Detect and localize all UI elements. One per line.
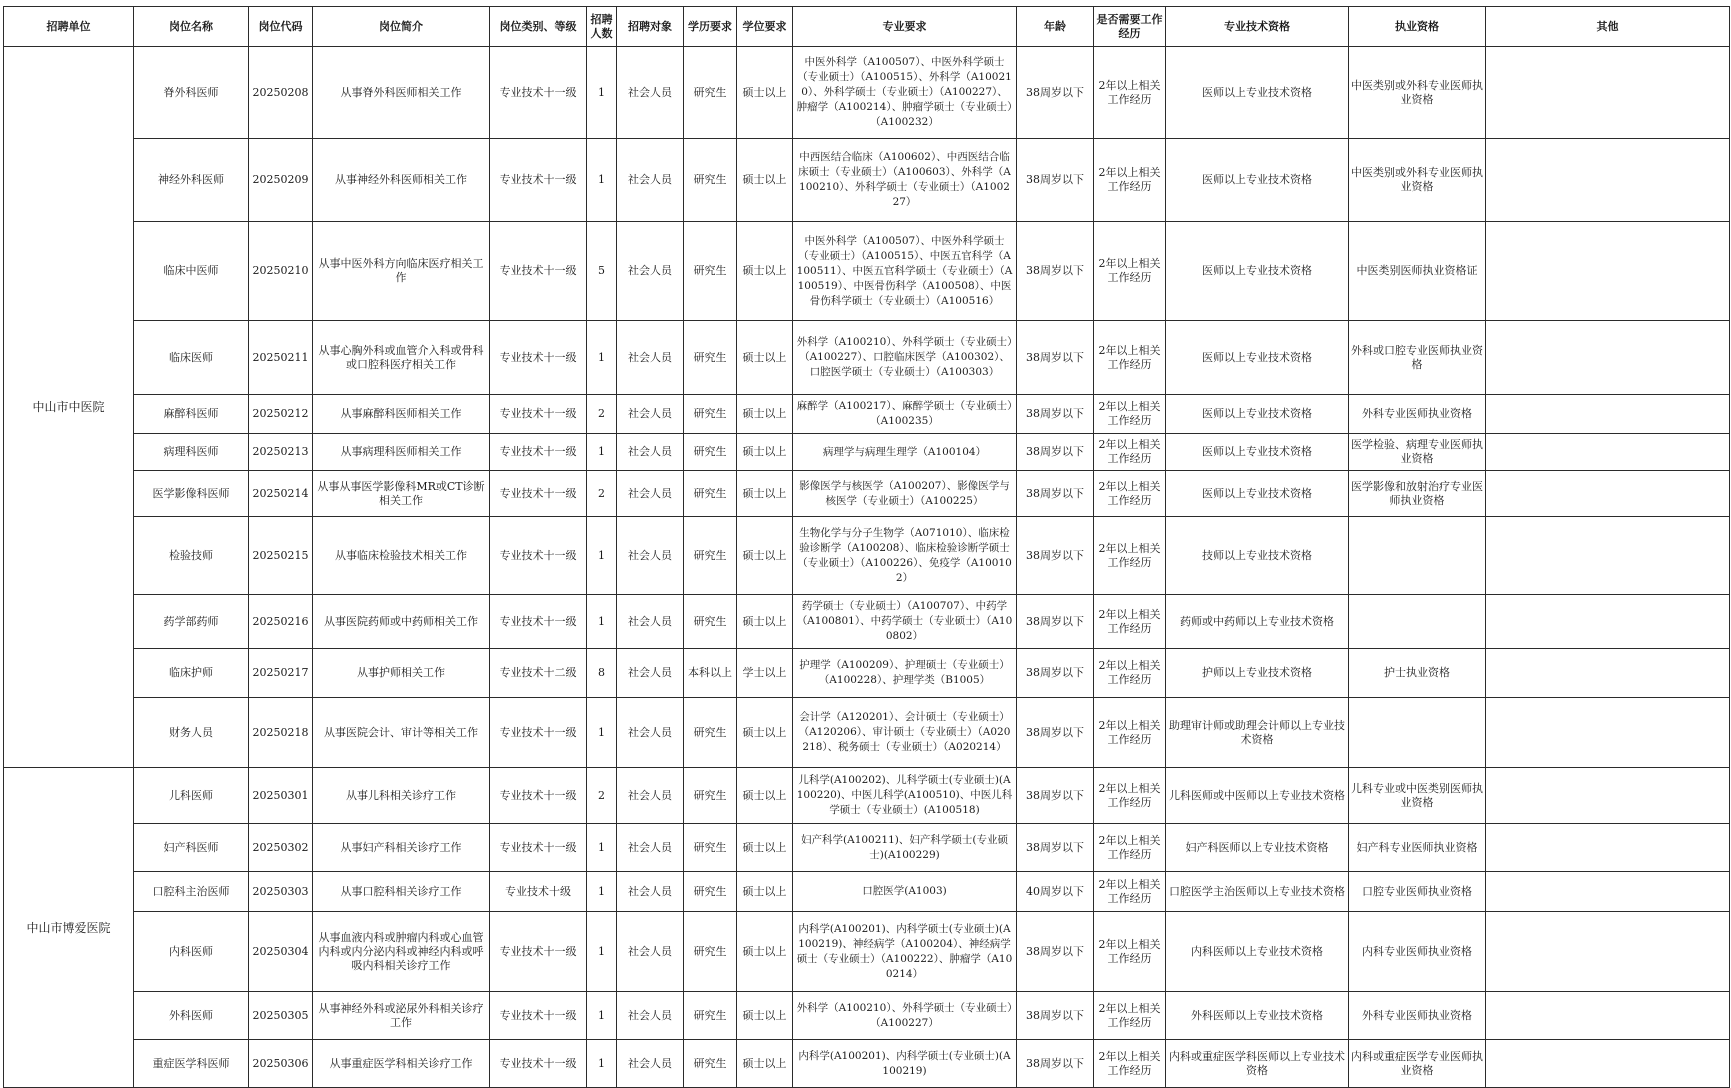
position-name-cell: 神经外科医师 <box>134 139 249 222</box>
education-cell: 研究生 <box>684 395 737 434</box>
position-name-cell: 检验技师 <box>134 517 249 595</box>
practice-qualification-cell: 内科或重症医学专业医师执业资格 <box>1349 1040 1486 1088</box>
tech-qualification-cell: 医师以上专业技术资格 <box>1166 47 1349 139</box>
position-category-cell: 专业技术十一级 <box>490 698 587 768</box>
experience-cell: 2年以上相关工作经历 <box>1094 434 1166 471</box>
position-category-cell: 专业技术十一级 <box>490 1040 587 1088</box>
header-education: 学历要求 <box>684 7 737 47</box>
age-cell: 38周岁以下 <box>1017 222 1094 321</box>
education-cell: 本科以上 <box>684 649 737 698</box>
position-intro-cell: 从事医院药师或中药师相关工作 <box>313 595 490 649</box>
other-cell <box>1486 768 1730 824</box>
header-tech-qualification: 专业技术资格 <box>1166 7 1349 47</box>
age-cell: 38周岁以下 <box>1017 912 1094 992</box>
position-name-cell: 药学部药师 <box>134 595 249 649</box>
position-intro-cell: 从事麻醉科医师相关工作 <box>313 395 490 434</box>
age-cell: 38周岁以下 <box>1017 471 1094 517</box>
table-row <box>4 517 1730 595</box>
practice-qualification-cell: 口腔专业医师执业资格 <box>1349 872 1486 912</box>
age-cell: 38周岁以下 <box>1017 595 1094 649</box>
position-intro-cell: 从事脊外科医师相关工作 <box>313 47 490 139</box>
position-intro-cell: 从事护师相关工作 <box>313 649 490 698</box>
hire-count-cell: 1 <box>587 434 617 471</box>
age-cell: 38周岁以下 <box>1017 395 1094 434</box>
position-name-cell: 麻醉科医师 <box>134 395 249 434</box>
target-cell: 社会人员 <box>617 471 684 517</box>
position-code-cell: 20250216 <box>249 595 313 649</box>
education-cell: 研究生 <box>684 872 737 912</box>
education-cell: 研究生 <box>684 139 737 222</box>
major-cell: 内科学(A100201)、内科学硕士(专业硕士)(A100219)、神经病学（A100204）、神经病学硕士（专业硕士）（A100222）、肿瘤学（A100214） <box>793 912 1017 992</box>
degree-cell: 硕士以上 <box>737 872 793 912</box>
other-cell <box>1486 595 1730 649</box>
major-cell: 中医外科学（A100507）、中医外科学硕士（专业硕士）（A100515）、外科学（A100210）、外科学硕士（专业硕士）（A100227）、肿瘤学（A100214）、肿瘤学硕士（专业硕士）（A100232） <box>793 47 1017 139</box>
position-intro-cell: 从事儿科相关诊疗工作 <box>313 768 490 824</box>
position-category-cell: 专业技术十一级 <box>490 321 587 395</box>
target-cell: 社会人员 <box>617 649 684 698</box>
hire-count-cell: 1 <box>587 912 617 992</box>
header-target: 招聘对象 <box>617 7 684 47</box>
other-cell <box>1486 872 1730 912</box>
position-code-cell: 20250304 <box>249 912 313 992</box>
position-code-cell: 20250302 <box>249 824 313 872</box>
position-code-cell: 20250217 <box>249 649 313 698</box>
other-cell <box>1486 1040 1730 1088</box>
other-cell <box>1486 992 1730 1040</box>
table-row <box>4 768 1730 824</box>
experience-cell: 2年以上相关工作经历 <box>1094 1040 1166 1088</box>
position-code-cell: 20250208 <box>249 47 313 139</box>
experience-cell: 2年以上相关工作经历 <box>1094 471 1166 517</box>
position-category-cell: 专业技术十一级 <box>490 434 587 471</box>
table-row <box>4 824 1730 872</box>
position-name-cell: 重症医学科医师 <box>134 1040 249 1088</box>
major-cell: 会计学（A120201）、会计硕士（专业硕士）（A120206）、审计硕士（专业硕士）（A020218）、税务硕士（专业硕士）（A020214） <box>793 698 1017 768</box>
position-name-cell: 内科医师 <box>134 912 249 992</box>
position-category-cell: 专业技术十一级 <box>490 47 587 139</box>
target-cell: 社会人员 <box>617 698 684 768</box>
position-name-cell: 病理科医师 <box>134 434 249 471</box>
major-cell: 影像医学与核医学（A100207）、影像医学与核医学（专业硕士）（A100225） <box>793 471 1017 517</box>
position-name-cell: 临床医师 <box>134 321 249 395</box>
degree-cell: 硕士以上 <box>737 1040 793 1088</box>
position-code-cell: 20250305 <box>249 992 313 1040</box>
other-cell <box>1486 321 1730 395</box>
experience-cell: 2年以上相关工作经历 <box>1094 649 1166 698</box>
position-category-cell: 专业技术十一级 <box>490 139 587 222</box>
major-cell: 中医外科学（A100507）、中医外科学硕士（专业硕士）（A100515）、中医五官科学（A100511）、中医五官科学硕士（专业硕士）（A100519）、中医骨伤科学（A100508）、中医骨伤科学硕士（专业硕士）（A100516） <box>793 222 1017 321</box>
experience-cell: 2年以上相关工作经历 <box>1094 698 1166 768</box>
header-row <box>4 7 1730 47</box>
position-name-cell: 儿科医师 <box>134 768 249 824</box>
education-cell: 研究生 <box>684 698 737 768</box>
unit-name-cell: 中山市博爱医院 <box>4 768 134 1088</box>
target-cell: 社会人员 <box>617 321 684 395</box>
age-cell: 38周岁以下 <box>1017 321 1094 395</box>
education-cell: 研究生 <box>684 595 737 649</box>
major-cell: 中西医结合临床（A100602）、中西医结合临床硕士（专业硕士）（A100603）、外科学（A100210）、外科学硕士（专业硕士）（A100227） <box>793 139 1017 222</box>
education-cell: 研究生 <box>684 824 737 872</box>
practice-qualification-cell: 医学检验、病理专业医师执业资格 <box>1349 434 1486 471</box>
target-cell: 社会人员 <box>617 912 684 992</box>
target-cell: 社会人员 <box>617 139 684 222</box>
hire-count-cell: 8 <box>587 649 617 698</box>
hire-count-cell: 1 <box>587 992 617 1040</box>
practice-qualification-cell: 中医类别医师执业资格证 <box>1349 222 1486 321</box>
other-cell <box>1486 471 1730 517</box>
table-row <box>4 649 1730 698</box>
practice-qualification-cell <box>1349 517 1486 595</box>
hire-count-cell: 1 <box>587 698 617 768</box>
target-cell: 社会人员 <box>617 824 684 872</box>
table-row <box>4 321 1730 395</box>
hire-count-cell: 1 <box>587 1040 617 1088</box>
major-cell: 口腔医学(A1003) <box>793 872 1017 912</box>
experience-cell: 2年以上相关工作经历 <box>1094 517 1166 595</box>
table-row <box>4 872 1730 912</box>
tech-qualification-cell: 医师以上专业技术资格 <box>1166 321 1349 395</box>
age-cell: 38周岁以下 <box>1017 824 1094 872</box>
table-row <box>4 992 1730 1040</box>
position-intro-cell: 从事神经外科医师相关工作 <box>313 139 490 222</box>
major-cell: 妇产科学(A100211)、妇产科学硕士(专业硕士)(A100229) <box>793 824 1017 872</box>
age-cell: 38周岁以下 <box>1017 517 1094 595</box>
degree-cell: 硕士以上 <box>737 517 793 595</box>
practice-qualification-cell: 中医类别或外科专业医师执业资格 <box>1349 47 1486 139</box>
hire-count-cell: 1 <box>587 321 617 395</box>
target-cell: 社会人员 <box>617 872 684 912</box>
experience-cell: 2年以上相关工作经历 <box>1094 912 1166 992</box>
hire-count-cell: 2 <box>587 471 617 517</box>
education-cell: 研究生 <box>684 321 737 395</box>
other-cell <box>1486 139 1730 222</box>
position-category-cell: 专业技术十一级 <box>490 471 587 517</box>
position-intro-cell: 从事病理科医师相关工作 <box>313 434 490 471</box>
target-cell: 社会人员 <box>617 222 684 321</box>
major-cell: 生物化学与分子生物学（A071010）、临床检验诊断学（A100208）、临床检验诊断学硕士（专业硕士）（A100226）、免疫学（A100102） <box>793 517 1017 595</box>
education-cell: 研究生 <box>684 434 737 471</box>
age-cell: 38周岁以下 <box>1017 992 1094 1040</box>
header-unit: 招聘单位 <box>4 7 134 47</box>
major-cell: 护理学（A100209）、护理硕士（专业硕士）（A100228）、护理学类（B1005） <box>793 649 1017 698</box>
position-category-cell: 专业技术十一级 <box>490 824 587 872</box>
target-cell: 社会人员 <box>617 47 684 139</box>
degree-cell: 学士以上 <box>737 649 793 698</box>
position-intro-cell: 从事心胸外科或血管介入科或骨科或口腔科医疗相关工作 <box>313 321 490 395</box>
experience-cell: 2年以上相关工作经历 <box>1094 872 1166 912</box>
practice-qualification-cell: 护士执业资格 <box>1349 649 1486 698</box>
degree-cell: 硕士以上 <box>737 321 793 395</box>
unit-name-cell: 中山市中医院 <box>4 47 134 768</box>
tech-qualification-cell: 医师以上专业技术资格 <box>1166 139 1349 222</box>
tech-qualification-cell: 妇产科医师以上专业技术资格 <box>1166 824 1349 872</box>
target-cell: 社会人员 <box>617 992 684 1040</box>
table-row <box>4 222 1730 321</box>
degree-cell: 硕士以上 <box>737 47 793 139</box>
hire-count-cell: 2 <box>587 395 617 434</box>
major-cell: 麻醉学（A100217）、麻醉学硕士（专业硕士）（A100235） <box>793 395 1017 434</box>
position-intro-cell: 从事口腔科相关诊疗工作 <box>313 872 490 912</box>
position-name-cell: 临床中医师 <box>134 222 249 321</box>
position-name-cell: 外科医师 <box>134 992 249 1040</box>
position-intro-cell: 从事神经外科或泌尿外科相关诊疗工作 <box>313 992 490 1040</box>
position-code-cell: 20250214 <box>249 471 313 517</box>
position-category-cell: 专业技术十级 <box>490 872 587 912</box>
major-cell: 病理学与病理生理学（A100104） <box>793 434 1017 471</box>
major-cell: 外科学（A100210）、外科学硕士（专业硕士）（A100227） <box>793 992 1017 1040</box>
header-major: 专业要求 <box>793 7 1017 47</box>
position-name-cell: 妇产科医师 <box>134 824 249 872</box>
hire-count-cell: 2 <box>587 768 617 824</box>
position-intro-cell: 从事临床检验技术相关工作 <box>313 517 490 595</box>
position-name-cell: 口腔科主治医师 <box>134 872 249 912</box>
age-cell: 38周岁以下 <box>1017 649 1094 698</box>
experience-cell: 2年以上相关工作经历 <box>1094 824 1166 872</box>
position-name-cell: 医学影像科医师 <box>134 471 249 517</box>
age-cell: 38周岁以下 <box>1017 139 1094 222</box>
position-name-cell: 临床护师 <box>134 649 249 698</box>
tech-qualification-cell: 护师以上专业技术资格 <box>1166 649 1349 698</box>
practice-qualification-cell <box>1349 595 1486 649</box>
tech-qualification-cell: 内科医师以上专业技术资格 <box>1166 912 1349 992</box>
table-row <box>4 139 1730 222</box>
position-intro-cell: 从事血液内科或肿瘤内科或心血管内科或内分泌内科或神经内科或呼吸内科相关诊疗工作 <box>313 912 490 992</box>
target-cell: 社会人员 <box>617 1040 684 1088</box>
tech-qualification-cell: 医师以上专业技术资格 <box>1166 222 1349 321</box>
table-row <box>4 912 1730 992</box>
education-cell: 研究生 <box>684 47 737 139</box>
hire-count-cell: 1 <box>587 824 617 872</box>
position-code-cell: 20250306 <box>249 1040 313 1088</box>
other-cell <box>1486 222 1730 321</box>
practice-qualification-cell: 外科专业医师执业资格 <box>1349 992 1486 1040</box>
experience-cell: 2年以上相关工作经历 <box>1094 321 1166 395</box>
target-cell: 社会人员 <box>617 768 684 824</box>
table-row <box>4 47 1730 139</box>
degree-cell: 硕士以上 <box>737 698 793 768</box>
education-cell: 研究生 <box>684 768 737 824</box>
education-cell: 研究生 <box>684 992 737 1040</box>
degree-cell: 硕士以上 <box>737 992 793 1040</box>
degree-cell: 硕士以上 <box>737 824 793 872</box>
tech-qualification-cell: 药师或中药师以上专业技术资格 <box>1166 595 1349 649</box>
header-hire-count: 招聘人数 <box>587 7 617 47</box>
header-position-code: 岗位代码 <box>249 7 313 47</box>
hire-count-cell: 1 <box>587 47 617 139</box>
hire-count-cell: 1 <box>587 872 617 912</box>
other-cell <box>1486 912 1730 992</box>
header-degree: 学位要求 <box>737 7 793 47</box>
major-cell: 外科学（A100210）、外科学硕士（专业硕士）（A100227）、口腔临床医学（A100302）、口腔医学硕士（专业硕士）（A100303） <box>793 321 1017 395</box>
tech-qualification-cell: 儿科医师或中医师以上专业技术资格 <box>1166 768 1349 824</box>
position-category-cell: 专业技术十一级 <box>490 517 587 595</box>
major-cell: 药学硕士（专业硕士）（A100707）、中药学（A100801）、中药学硕士（专业硕士）（A100802） <box>793 595 1017 649</box>
position-category-cell: 专业技术十一级 <box>490 222 587 321</box>
age-cell: 38周岁以下 <box>1017 47 1094 139</box>
table-row <box>4 395 1730 434</box>
experience-cell: 2年以上相关工作经历 <box>1094 992 1166 1040</box>
experience-cell: 2年以上相关工作经历 <box>1094 395 1166 434</box>
degree-cell: 硕士以上 <box>737 768 793 824</box>
position-category-cell: 专业技术十一级 <box>490 912 587 992</box>
position-intro-cell: 从事中医外科方向临床医疗相关工作 <box>313 222 490 321</box>
position-code-cell: 20250212 <box>249 395 313 434</box>
tech-qualification-cell: 医师以上专业技术资格 <box>1166 471 1349 517</box>
header-position-category: 岗位类别、等级 <box>490 7 587 47</box>
tech-qualification-cell: 口腔医学主治医师以上专业技术资格 <box>1166 872 1349 912</box>
recruitment-table <box>3 6 1730 1088</box>
other-cell <box>1486 395 1730 434</box>
tech-qualification-cell: 医师以上专业技术资格 <box>1166 395 1349 434</box>
degree-cell: 硕士以上 <box>737 222 793 321</box>
age-cell: 38周岁以下 <box>1017 698 1094 768</box>
education-cell: 研究生 <box>684 1040 737 1088</box>
age-cell: 38周岁以下 <box>1017 768 1094 824</box>
position-intro-cell: 从事妇产科相关诊疗工作 <box>313 824 490 872</box>
tech-qualification-cell: 助理审计师或助理会计师以上专业技术资格 <box>1166 698 1349 768</box>
position-category-cell: 专业技术十一级 <box>490 992 587 1040</box>
practice-qualification-cell: 外科或口腔专业医师执业资格 <box>1349 321 1486 395</box>
other-cell <box>1486 517 1730 595</box>
education-cell: 研究生 <box>684 222 737 321</box>
practice-qualification-cell: 医学影像和放射治疗专业医师执业资格 <box>1349 471 1486 517</box>
position-code-cell: 20250303 <box>249 872 313 912</box>
experience-cell: 2年以上相关工作经历 <box>1094 139 1166 222</box>
degree-cell: 硕士以上 <box>737 595 793 649</box>
target-cell: 社会人员 <box>617 395 684 434</box>
position-intro-cell: 从事从事医学影像科MR或CT诊断相关工作 <box>313 471 490 517</box>
position-category-cell: 专业技术十一级 <box>490 395 587 434</box>
tech-qualification-cell: 医师以上专业技术资格 <box>1166 434 1349 471</box>
tech-qualification-cell: 技师以上专业技术资格 <box>1166 517 1349 595</box>
hire-count-cell: 1 <box>587 139 617 222</box>
tech-qualification-cell: 内科或重症医学科医师以上专业技术资格 <box>1166 1040 1349 1088</box>
position-code-cell: 20250210 <box>249 222 313 321</box>
header-experience: 是否需要工作经历 <box>1094 7 1166 47</box>
practice-qualification-cell: 内科专业医师执业资格 <box>1349 912 1486 992</box>
major-cell: 内科学(A100201)、内科学硕士(专业硕士)(A100219) <box>793 1040 1017 1088</box>
age-cell: 38周岁以下 <box>1017 1040 1094 1088</box>
table-row <box>4 471 1730 517</box>
position-code-cell: 20250218 <box>249 698 313 768</box>
practice-qualification-cell: 儿科专业或中医类别医师执业资格 <box>1349 768 1486 824</box>
position-category-cell: 专业技术十一级 <box>490 595 587 649</box>
target-cell: 社会人员 <box>617 517 684 595</box>
table-row <box>4 1040 1730 1088</box>
practice-qualification-cell: 妇产科专业医师执业资格 <box>1349 824 1486 872</box>
age-cell: 38周岁以下 <box>1017 434 1094 471</box>
degree-cell: 硕士以上 <box>737 139 793 222</box>
degree-cell: 硕士以上 <box>737 912 793 992</box>
hire-count-cell: 5 <box>587 222 617 321</box>
practice-qualification-cell: 外科专业医师执业资格 <box>1349 395 1486 434</box>
header-other: 其他 <box>1486 7 1730 47</box>
practice-qualification-cell: 中医类别或外科专业医师执业资格 <box>1349 139 1486 222</box>
other-cell <box>1486 649 1730 698</box>
header-position-intro: 岗位简介 <box>313 7 490 47</box>
degree-cell: 硕士以上 <box>737 434 793 471</box>
age-cell: 40周岁以下 <box>1017 872 1094 912</box>
other-cell <box>1486 47 1730 139</box>
hire-count-cell: 1 <box>587 517 617 595</box>
position-category-cell: 专业技术十二级 <box>490 649 587 698</box>
hire-count-cell: 1 <box>587 595 617 649</box>
target-cell: 社会人员 <box>617 434 684 471</box>
degree-cell: 硕士以上 <box>737 395 793 434</box>
position-code-cell: 20250215 <box>249 517 313 595</box>
practice-qualification-cell <box>1349 698 1486 768</box>
experience-cell: 2年以上相关工作经历 <box>1094 47 1166 139</box>
position-code-cell: 20250301 <box>249 768 313 824</box>
header-age: 年龄 <box>1017 7 1094 47</box>
header-position-name: 岗位名称 <box>134 7 249 47</box>
major-cell: 儿科学(A100202)、儿科学硕士(专业硕士)(A100220)、中医儿科学(A100510)、中医儿科学硕士（专业硕士）(A100518) <box>793 768 1017 824</box>
table-row <box>4 434 1730 471</box>
target-cell: 社会人员 <box>617 595 684 649</box>
table-row <box>4 595 1730 649</box>
position-intro-cell: 从事医院会计、审计等相关工作 <box>313 698 490 768</box>
other-cell <box>1486 824 1730 872</box>
position-code-cell: 20250211 <box>249 321 313 395</box>
education-cell: 研究生 <box>684 517 737 595</box>
position-name-cell: 脊外科医师 <box>134 47 249 139</box>
header-practice-qualification: 执业资格 <box>1349 7 1486 47</box>
position-category-cell: 专业技术十一级 <box>490 768 587 824</box>
position-code-cell: 20250213 <box>249 434 313 471</box>
other-cell <box>1486 698 1730 768</box>
education-cell: 研究生 <box>684 471 737 517</box>
other-cell <box>1486 434 1730 471</box>
position-intro-cell: 从事重症医学科相关诊疗工作 <box>313 1040 490 1088</box>
experience-cell: 2年以上相关工作经历 <box>1094 595 1166 649</box>
experience-cell: 2年以上相关工作经历 <box>1094 222 1166 321</box>
education-cell: 研究生 <box>684 912 737 992</box>
tech-qualification-cell: 外科医师以上专业技术资格 <box>1166 992 1349 1040</box>
degree-cell: 硕士以上 <box>737 471 793 517</box>
position-code-cell: 20250209 <box>249 139 313 222</box>
table-row <box>4 698 1730 768</box>
experience-cell: 2年以上相关工作经历 <box>1094 768 1166 824</box>
position-name-cell: 财务人员 <box>134 698 249 768</box>
